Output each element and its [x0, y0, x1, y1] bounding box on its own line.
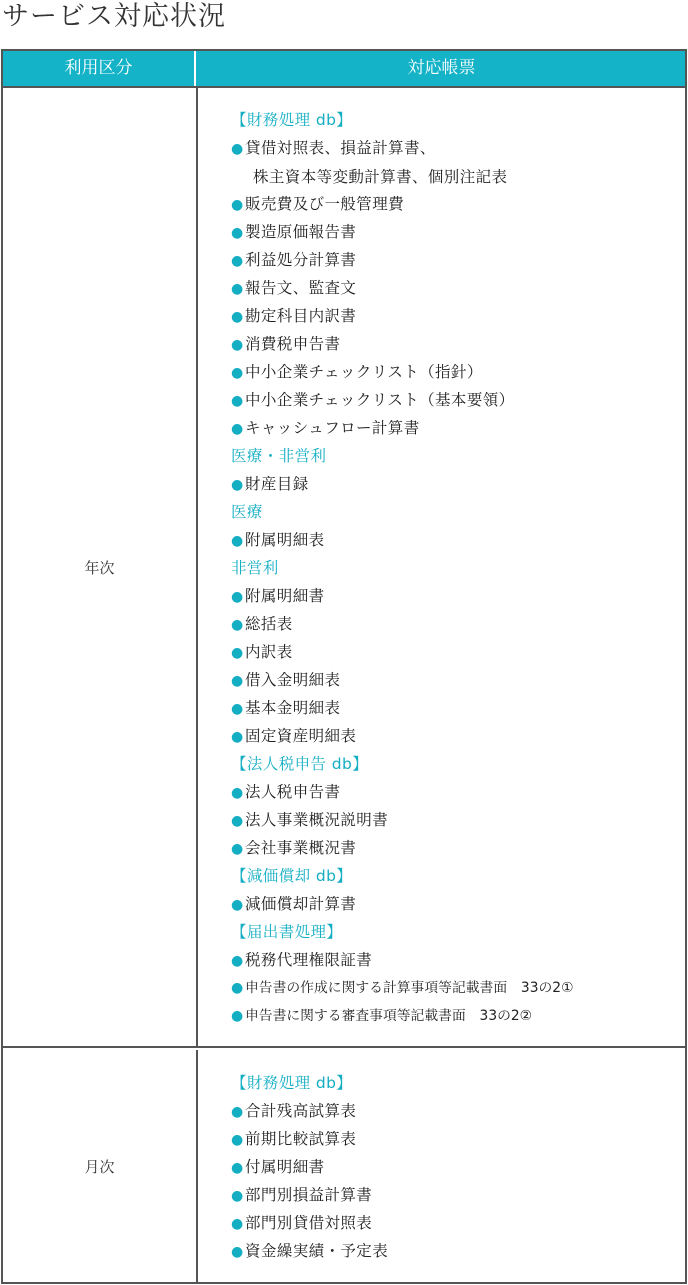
list-item-label: 中小企業チェックリスト（指針） [245, 363, 483, 381]
category-cell: 年次 [3, 88, 198, 1046]
bullet-icon: ● [231, 841, 244, 857]
bullet-icon: ● [231, 980, 244, 996]
list-item-label: 申告書の作成に関する計算事項等記載書面 33の2① [245, 980, 574, 996]
list-item [231, 946, 573, 974]
list-item-label: 減価償却計算書 [245, 895, 357, 913]
section-heading: 【法人税申告 db】 [231, 755, 369, 773]
list-item [231, 806, 573, 834]
list-item [231, 302, 573, 330]
list-item [231, 414, 573, 442]
list-item-label: 会社事業概況書 [245, 839, 357, 857]
section-heading: 【財務処理 db】 [231, 1074, 353, 1092]
page-title: サービス対応状況 [2, 1, 226, 32]
list-item [231, 386, 573, 414]
bullet-icon: ● [231, 1104, 244, 1120]
list-item-label: 付属明細書 [245, 1158, 325, 1176]
list-item-label: 基本金明細表 [245, 699, 341, 717]
bullet-icon: ● [231, 813, 244, 829]
bullet-icon: ● [231, 1160, 244, 1176]
list-item [231, 778, 573, 806]
list-item-label: 前期比較試算表 [245, 1130, 357, 1148]
list-item [231, 890, 573, 918]
list-item-label: 内訳表 [245, 643, 293, 661]
header-category: 利用区分 [3, 51, 196, 86]
list-item-label: 法人事業概況説明書 [245, 811, 389, 829]
bullet-icon: ● [231, 421, 244, 437]
document-list [231, 1069, 388, 1265]
list-item [231, 190, 573, 218]
list-item-label: 固定資産明細表 [245, 727, 357, 745]
bullet-icon: ● [231, 1132, 244, 1148]
section-heading: 【減価償却 db】 [231, 867, 353, 885]
bullet-icon: ● [231, 477, 244, 493]
list-item-label: 勘定科目内訳書 [245, 307, 357, 325]
list-item [231, 666, 573, 694]
bullet-icon: ● [231, 645, 244, 661]
list-item [231, 834, 573, 862]
list-item-label: 借入金明細表 [245, 671, 341, 689]
list-item [231, 1181, 388, 1209]
list-item [231, 1153, 388, 1181]
list-item-label: 財産目録 [245, 475, 309, 493]
bullet-icon: ● [231, 1244, 244, 1260]
list-item [231, 218, 573, 246]
list-item-label: 申告書に関する審査事項等記載書面 33の2② [245, 1008, 533, 1024]
bullet-icon: ● [231, 617, 244, 633]
bullet-icon: ● [231, 197, 244, 213]
list-item-label: 販売費及び一般管理費 [245, 195, 405, 213]
bullet-icon: ● [231, 701, 244, 717]
table-row-annual [3, 88, 685, 1048]
list-item [231, 1209, 388, 1237]
list-item-label: 製造原価報告書 [245, 223, 357, 241]
list-item-label: 附属明細表 [245, 531, 325, 549]
bullet-icon: ● [231, 533, 244, 549]
list-item-label: キャッシュフロー計算書 [245, 419, 420, 437]
list-item [231, 1002, 573, 1030]
list-item-label: 利益処分計算書 [245, 251, 357, 269]
list-item [231, 1097, 388, 1125]
list-item [231, 358, 573, 386]
list-item [231, 974, 573, 1002]
bullet-icon: ● [231, 729, 244, 745]
bullet-icon: ● [231, 141, 244, 157]
list-item-label: 合計残高試算表 [245, 1102, 357, 1120]
list-item [231, 722, 573, 750]
bullet-icon: ● [231, 393, 244, 409]
list-item-label: 附属明細書 [245, 587, 325, 605]
table-header-row [3, 51, 685, 88]
list-item-label-continued: 株主資本等変動計算書、個別注記表 [253, 168, 508, 186]
service-table [1, 49, 687, 1284]
list-item [231, 638, 573, 666]
list-item [231, 582, 573, 610]
bullet-icon: ● [231, 953, 244, 969]
bullet-icon: ● [231, 1188, 244, 1204]
category-cell: 月次 [3, 1050, 198, 1282]
list-item-label: 消費税申告書 [245, 335, 341, 353]
bullet-icon: ● [231, 309, 244, 325]
list-item [231, 274, 573, 302]
section-heading: 【届出書処理】 [231, 923, 343, 941]
list-item-label: 報告文、監査文 [245, 279, 357, 297]
bullet-icon: ● [231, 1008, 244, 1024]
list-item-label: 部門別貸借対照表 [245, 1214, 373, 1232]
list-item-label: 法人税申告書 [245, 783, 341, 801]
list-item-label: 部門別損益計算書 [245, 1186, 373, 1204]
list-item-label: 資金繰実績・予定表 [245, 1242, 389, 1260]
document-list [231, 106, 573, 1030]
bullet-icon: ● [231, 281, 244, 297]
list-item-label: 貸借対照表、損益計算書、 [245, 139, 436, 157]
list-item-label: 中小企業チェックリスト（基本要領） [245, 391, 515, 409]
list-item [231, 330, 573, 358]
bullet-icon: ● [231, 673, 244, 689]
section-heading: 医療 [231, 503, 263, 521]
bullet-icon: ● [231, 253, 244, 269]
bullet-icon: ● [231, 225, 244, 241]
list-item-label: 税務代理権限証書 [245, 951, 373, 969]
bullet-icon: ● [231, 897, 244, 913]
list-item [231, 246, 573, 274]
section-heading: 非営利 [231, 559, 279, 577]
list-item-label: 総括表 [245, 615, 293, 633]
list-item [231, 526, 573, 554]
bullet-icon: ● [231, 365, 244, 381]
header-documents: 対応帳票 [407, 58, 476, 78]
list-item [231, 470, 573, 498]
bullet-icon: ● [231, 1216, 244, 1232]
list-item [231, 1237, 388, 1265]
list-item [231, 1125, 388, 1153]
list-item [231, 694, 573, 722]
bullet-icon: ● [231, 589, 244, 605]
list-item [231, 134, 573, 190]
bullet-icon: ● [231, 337, 244, 353]
bullet-icon: ● [231, 785, 244, 801]
list-item [231, 610, 573, 638]
section-heading: 【財務処理 db】 [231, 111, 353, 129]
section-heading: 医療・非営利 [231, 447, 327, 465]
table-row-monthly [3, 1050, 685, 1282]
